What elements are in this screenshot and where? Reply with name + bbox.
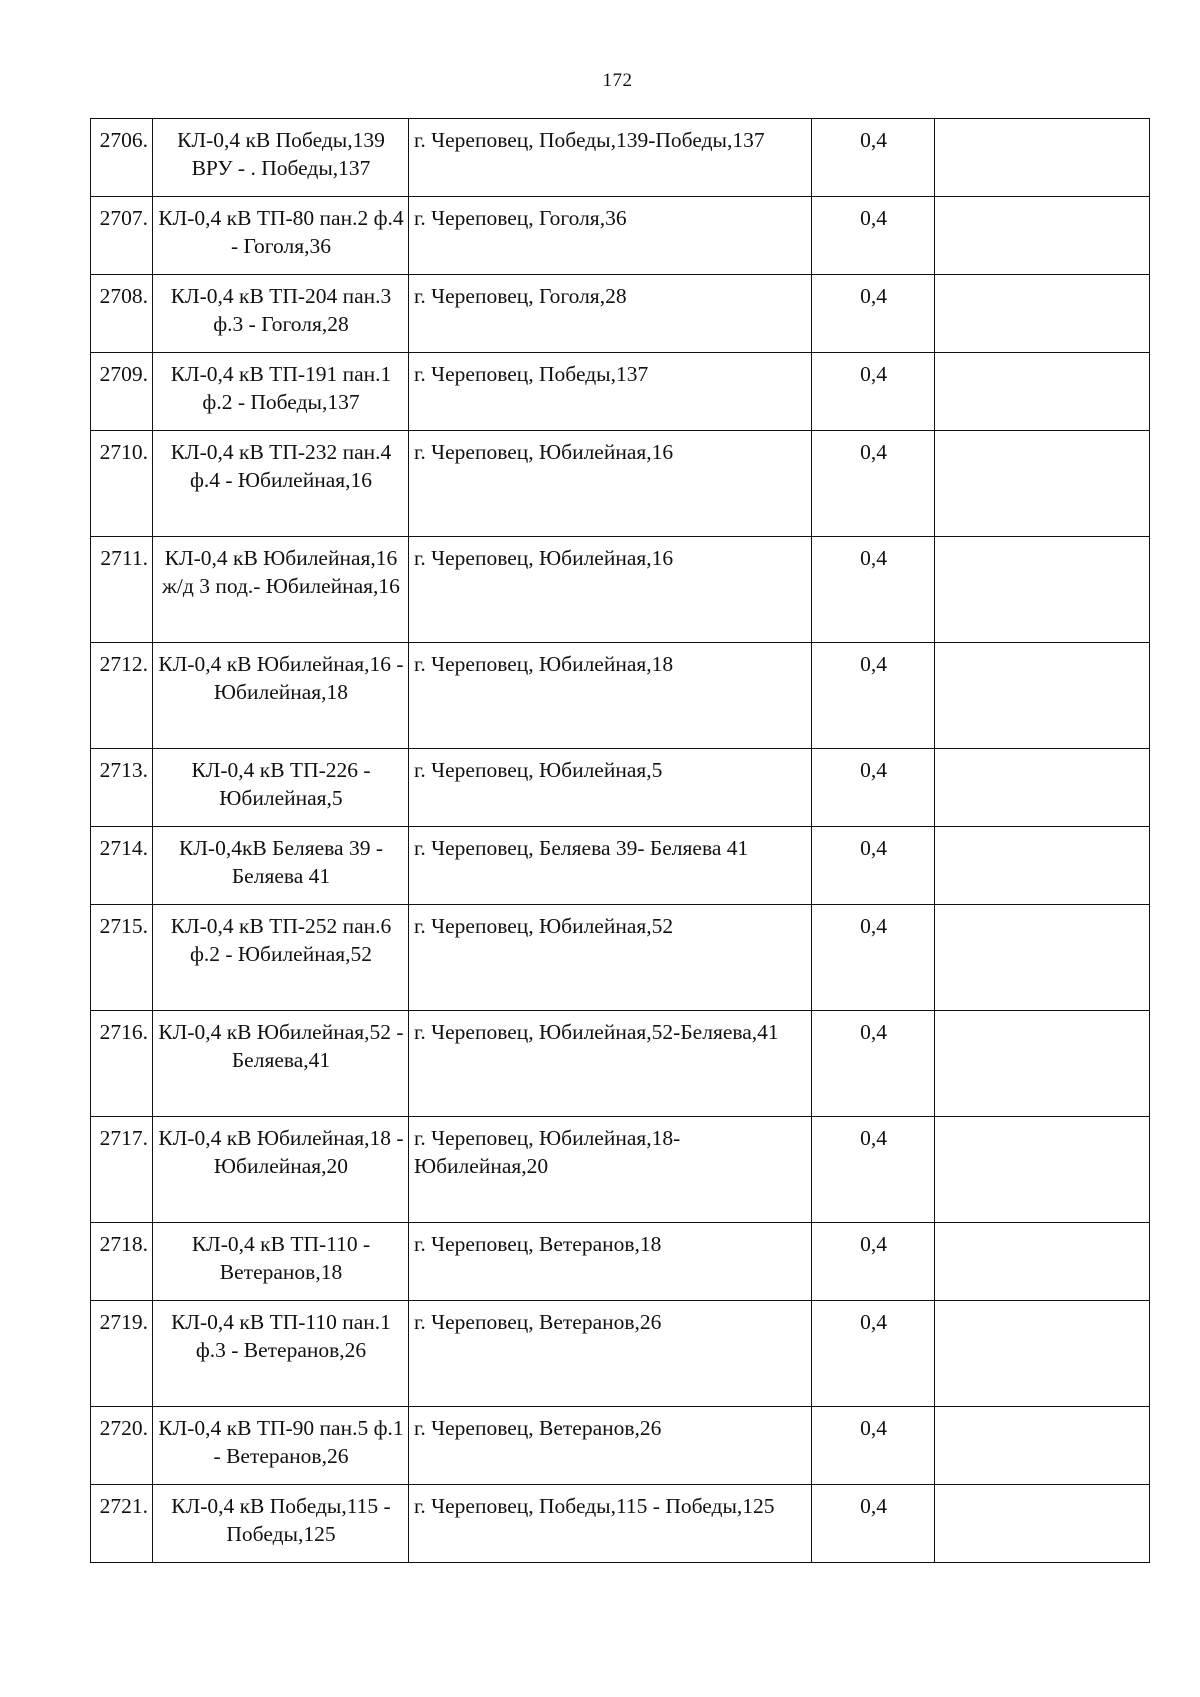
table-row — [91, 197, 1150, 275]
empty-cell — [935, 275, 1150, 353]
row-number: 2711. — [91, 537, 153, 643]
voltage-kv: 0,4 — [812, 197, 935, 275]
empty-cell — [935, 431, 1150, 537]
voltage-kv: 0,4 — [812, 643, 935, 749]
empty-cell — [935, 1301, 1150, 1407]
cable-line-address: г. Череповец, Юбилейная,16 — [409, 537, 812, 643]
cable-line-name: КЛ-0,4 кВ ТП-204 пан.3 ф.3 - Гоголя,28 — [153, 275, 409, 353]
cable-line-name: КЛ-0,4 кВ ТП-110 пан.1 ф.3 - Ветеранов,26 — [153, 1301, 409, 1407]
table-row — [91, 1301, 1150, 1407]
empty-cell — [935, 643, 1150, 749]
empty-cell — [935, 1011, 1150, 1117]
table-row — [91, 643, 1150, 749]
cable-line-address: г. Череповец, Ветеранов,26 — [409, 1407, 812, 1485]
cable-line-address: г. Череповец, Юбилейная,16 — [409, 431, 812, 537]
cable-line-name: КЛ-0,4 кВ ТП-80 пан.2 ф.4 - Гоголя,36 — [153, 197, 409, 275]
voltage-kv: 0,4 — [812, 1301, 935, 1407]
cable-line-address: г. Череповец, Гоголя,28 — [409, 275, 812, 353]
cable-line-name: КЛ-0,4 кВ Победы,139 ВРУ - . Победы,137 — [153, 119, 409, 197]
voltage-kv: 0,4 — [812, 1407, 935, 1485]
cable-line-name: КЛ-0,4 кВ Юбилейная,18 - Юбилейная,20 — [153, 1117, 409, 1223]
cable-line-name: КЛ-0,4 кВ ТП-90 пан.5 ф.1 - Ветеранов,26 — [153, 1407, 409, 1485]
cable-line-name: КЛ-0,4кВ Беляева 39 - Беляева 41 — [153, 827, 409, 905]
row-number: 2710. — [91, 431, 153, 537]
cable-line-address: г. Череповец, Ветеранов,26 — [409, 1301, 812, 1407]
table-row — [91, 827, 1150, 905]
cable-line-name: КЛ-0,4 кВ Юбилейная,16 - Юбилейная,18 — [153, 643, 409, 749]
table-row — [91, 1223, 1150, 1301]
cable-line-name: КЛ-0,4 кВ ТП-110 - Ветеранов,18 — [153, 1223, 409, 1301]
cable-line-address: г. Череповец, Гоголя,36 — [409, 197, 812, 275]
table-row — [91, 537, 1150, 643]
cable-line-address: г. Череповец, Победы,137 — [409, 353, 812, 431]
empty-cell — [935, 197, 1150, 275]
cable-line-address: г. Череповец, Юбилейная,18-Юбилейная,20 — [409, 1117, 812, 1223]
table-row — [91, 1117, 1150, 1223]
row-number: 2720. — [91, 1407, 153, 1485]
table-row — [91, 905, 1150, 1011]
cable-line-address: г. Череповец, Победы,115 - Победы,125 — [409, 1485, 812, 1563]
cable-line-address: г. Череповец, Ветеранов,18 — [409, 1223, 812, 1301]
voltage-kv: 0,4 — [812, 1011, 935, 1117]
cable-line-address: г. Череповец, Юбилейная,5 — [409, 749, 812, 827]
cable-line-table — [90, 118, 1150, 1563]
empty-cell — [935, 1407, 1150, 1485]
empty-cell — [935, 827, 1150, 905]
cable-line-address: г. Череповец, Победы,139-Победы,137 — [409, 119, 812, 197]
row-number: 2717. — [91, 1117, 153, 1223]
empty-cell — [935, 1223, 1150, 1301]
cable-line-name: КЛ-0,4 кВ ТП-226 - Юбилейная,5 — [153, 749, 409, 827]
row-number: 2719. — [91, 1301, 153, 1407]
voltage-kv: 0,4 — [812, 353, 935, 431]
voltage-kv: 0,4 — [812, 1117, 935, 1223]
voltage-kv: 0,4 — [812, 827, 935, 905]
table-row — [91, 1011, 1150, 1117]
voltage-kv: 0,4 — [812, 431, 935, 537]
cable-line-address: г. Череповец, Юбилейная,18 — [409, 643, 812, 749]
empty-cell — [935, 537, 1150, 643]
cable-line-name: КЛ-0,4 кВ ТП-191 пан.1 ф.2 - Победы,137 — [153, 353, 409, 431]
cable-line-name: КЛ-0,4 кВ Победы,115 - Победы,125 — [153, 1485, 409, 1563]
empty-cell — [935, 353, 1150, 431]
cable-line-address: г. Череповец, Юбилейная,52-Беляева,41 — [409, 1011, 812, 1117]
cable-line-name: КЛ-0,4 кВ ТП-232 пан.4 ф.4 - Юбилейная,16 — [153, 431, 409, 537]
row-number: 2706. — [91, 119, 153, 197]
empty-cell — [935, 1485, 1150, 1563]
row-number: 2714. — [91, 827, 153, 905]
voltage-kv: 0,4 — [812, 1223, 935, 1301]
cable-line-address: г. Череповец, Беляева 39- Беляева 41 — [409, 827, 812, 905]
table-row — [91, 353, 1150, 431]
row-number: 2721. — [91, 1485, 153, 1563]
table-row — [91, 1407, 1150, 1485]
row-number: 2718. — [91, 1223, 153, 1301]
table-row — [91, 749, 1150, 827]
empty-cell — [935, 749, 1150, 827]
row-number: 2715. — [91, 905, 153, 1011]
table-row — [91, 1485, 1150, 1563]
voltage-kv: 0,4 — [812, 275, 935, 353]
table-row — [91, 431, 1150, 537]
table-row — [91, 119, 1150, 197]
row-number: 2713. — [91, 749, 153, 827]
voltage-kv: 0,4 — [812, 749, 935, 827]
empty-cell — [935, 1117, 1150, 1223]
empty-cell — [935, 905, 1150, 1011]
table-row — [91, 275, 1150, 353]
row-number: 2708. — [91, 275, 153, 353]
row-number: 2709. — [91, 353, 153, 431]
cable-line-name: КЛ-0,4 кВ Юбилейная,16 ж/д 3 под.- Юбилейная,16 — [153, 537, 409, 643]
voltage-kv: 0,4 — [812, 1485, 935, 1563]
cable-line-name: КЛ-0,4 кВ ТП-252 пан.6 ф.2 - Юбилейная,52 — [153, 905, 409, 1011]
voltage-kv: 0,4 — [812, 905, 935, 1011]
page-number: 172 — [602, 70, 633, 91]
voltage-kv: 0,4 — [812, 537, 935, 643]
cable-line-address: г. Череповец, Юбилейная,52 — [409, 905, 812, 1011]
row-number: 2707. — [91, 197, 153, 275]
row-number: 2716. — [91, 1011, 153, 1117]
cable-line-name: КЛ-0,4 кВ Юбилейная,52 - Беляева,41 — [153, 1011, 409, 1117]
row-number: 2712. — [91, 643, 153, 749]
voltage-kv: 0,4 — [812, 119, 935, 197]
empty-cell — [935, 119, 1150, 197]
